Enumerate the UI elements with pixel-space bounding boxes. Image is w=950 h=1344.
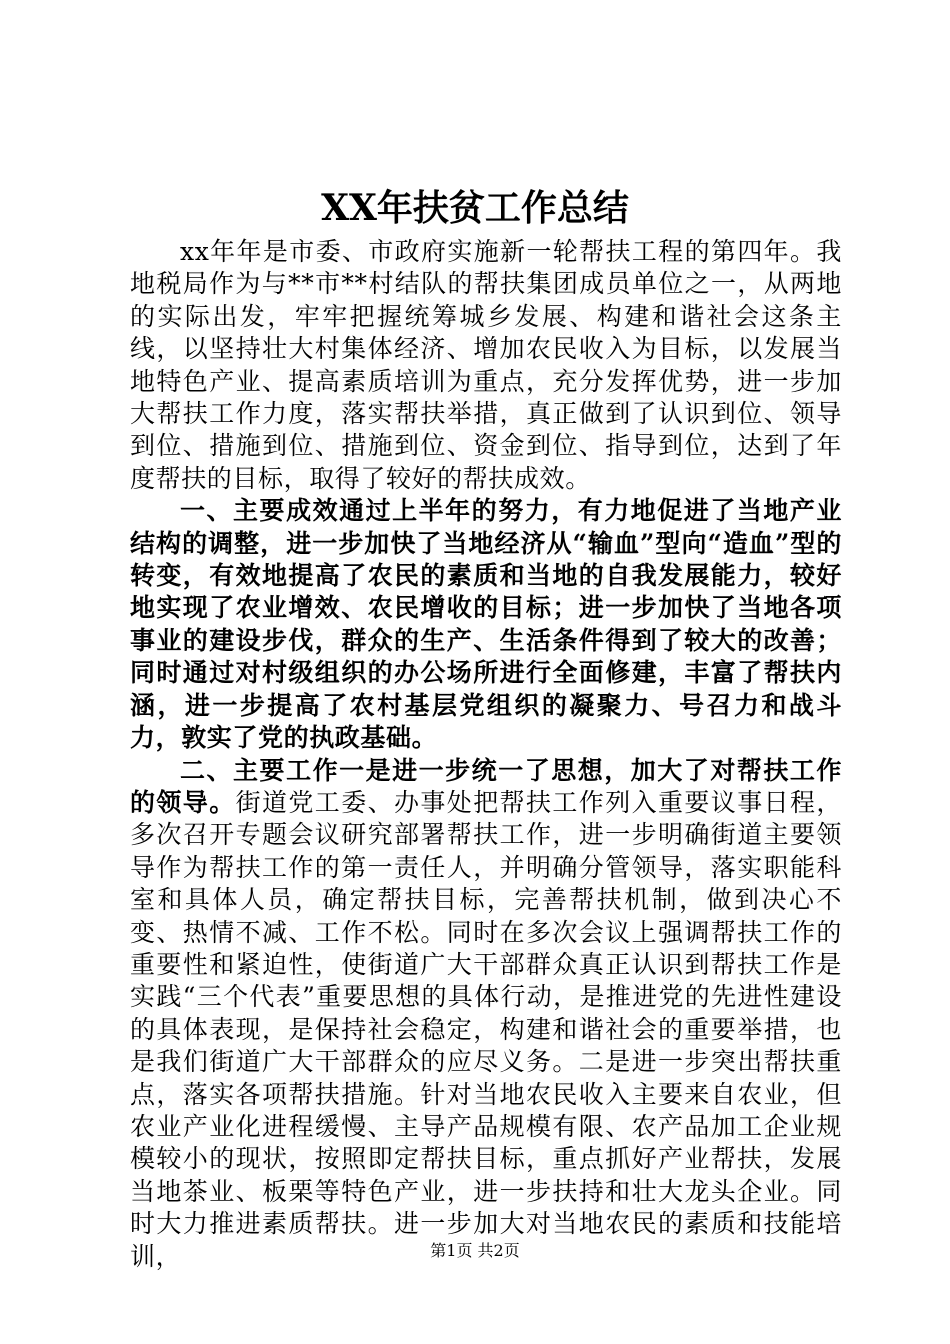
paragraph-intro: xx年年是市委、市政府实施新一轮帮扶工程的第四年。我地税局作为与**市**村结队的帮扶集团成员单位之一，从两地的实际出发，牢牢把握统筹城乡发展、构建和谐社会这条主线，以坚持壮大村集体经济、增加农民收入为目标，以发展当地特色产业、提高素质培训为重点，充分发挥优势，进一步加大帮扶工作力度，落实帮扶举措，真正做到了认识到位、领导到位、措施到位、措施到位、资金到位、指导到位，达到了年度帮扶的目标，取得了较好的帮扶成效。 (130, 237, 842, 493)
document-body (130, 236, 842, 1273)
paragraph-main-work (130, 755, 842, 1274)
paragraph-main-work-body: 街道党工委、办事处把帮扶工作列入重要议事日程，多次召开专题会议研究部署帮扶工作，进一步明确街道主要领导作为帮扶工作的第一责任人，并明确分管领导，落实职能科室和具体人员，确定帮扶目标，完善帮扶机制，做到决心不变、热情不减、工作不松。同时在多次会议上强调帮扶工作的重要性和紧迫性，使街道广大干部群众真正认识到帮扶工作是实践“三个代表”重要思想的具体行动，是推进党的先进性建设的具体表现，是保持社会稳定，构建和谐社会的重要举措，也是我们街道广大干部群众的应尽义务。二是进一步突出帮扶重点，落实各项帮扶措施。针对当地农民收入主要来自农业，但农业产业化进程缓慢、主导产品规模有限、农产品加工企业规模较小的现状，按照即定帮扶目标，重点抓好产业帮扶，发展当地茶业、板栗等特色产业，进一步扶持和壮大龙头企业。同时大力推进素质帮扶。进一步加大对当地农民的素质和技能培训， (130, 787, 842, 1271)
page-footer: 第1页 共2页 (430, 1241, 520, 1260)
paragraph-main-work-heading: 二、主要工作一是进一步统一了思想，加大了对帮扶工作的领导。 (130, 755, 842, 817)
document-title: XX年扶贫工作总结 (321, 187, 629, 229)
paragraph-main-results: 一、主要成效通过上半年的努力，有力地促进了当地产业结构的调整，进一步加快了当地经济从“输血”型向“造血”型的转变，有效地提高了农民的素质和当地的自我发展能力，较好地实现了农业增效、农民增收的目标；进一步加快了当地各项事业的建设步伐，群众的生产、生活条件得到了较大的改善；同时通过对村级组织的办公场所进行全面修建，丰富了帮扶内涵，进一步提高了农村基层党组织的凝聚力、号召力和战斗力，敦实了党的执政基础。 (130, 496, 842, 753)
